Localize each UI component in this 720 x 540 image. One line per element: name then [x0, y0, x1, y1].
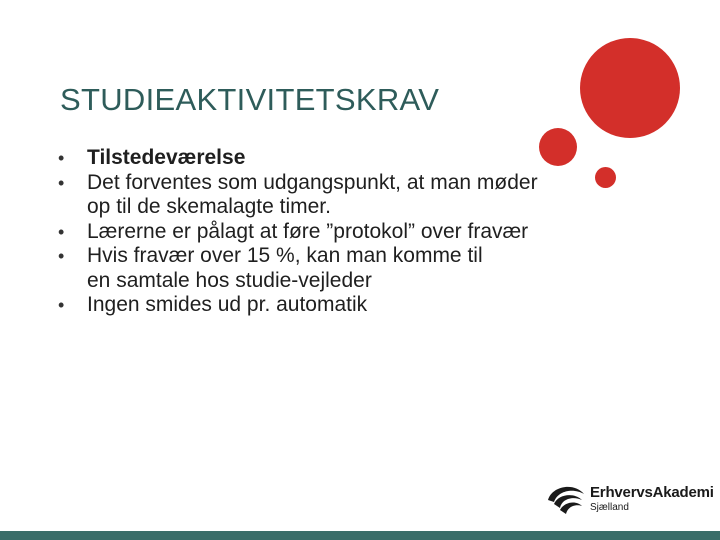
bullet-dot: •: [58, 221, 65, 242]
decor-circle-small: [595, 167, 616, 188]
bullet-text: Lærerne er pålagt at føre ”protokol” over fravær: [87, 219, 529, 243]
bullet-dot: •: [58, 148, 65, 168]
bullet-item: [58, 220, 538, 245]
bullet-dot: •: [58, 295, 65, 315]
bullet-dot: •: [58, 246, 65, 266]
bullet-list: [58, 146, 538, 318]
logo-subtitle: Sjælland: [590, 502, 629, 513]
logo-name: ErhvervsAkademi: [590, 484, 714, 501]
decor-circle-large: [580, 38, 680, 138]
slide-title: STUDIEAKTIVITETSKRAV: [60, 82, 440, 117]
bullet-text: Det forventes som udgangspunkt, at man møder op til de skemalagte timer.: [87, 170, 538, 218]
decor-circle-medium: [539, 128, 577, 166]
bullet-item: [58, 244, 505, 293]
bullet-text: Ingen smides ud pr. automatik: [87, 293, 368, 316]
bullet-text: Hvis fravær over 15 %, kan man komme til en samtale hos studie-vejleder: [87, 244, 483, 292]
bullet-dot: •: [58, 172, 65, 193]
bullet-text: Tilstedeværelse: [87, 146, 246, 169]
bullet-item: [58, 171, 538, 220]
logo: [544, 478, 714, 518]
logo-swoosh-icon: [544, 480, 588, 516]
bullet-item: [58, 146, 538, 171]
bottom-bar: [0, 531, 720, 540]
bullet-item: [58, 293, 538, 318]
